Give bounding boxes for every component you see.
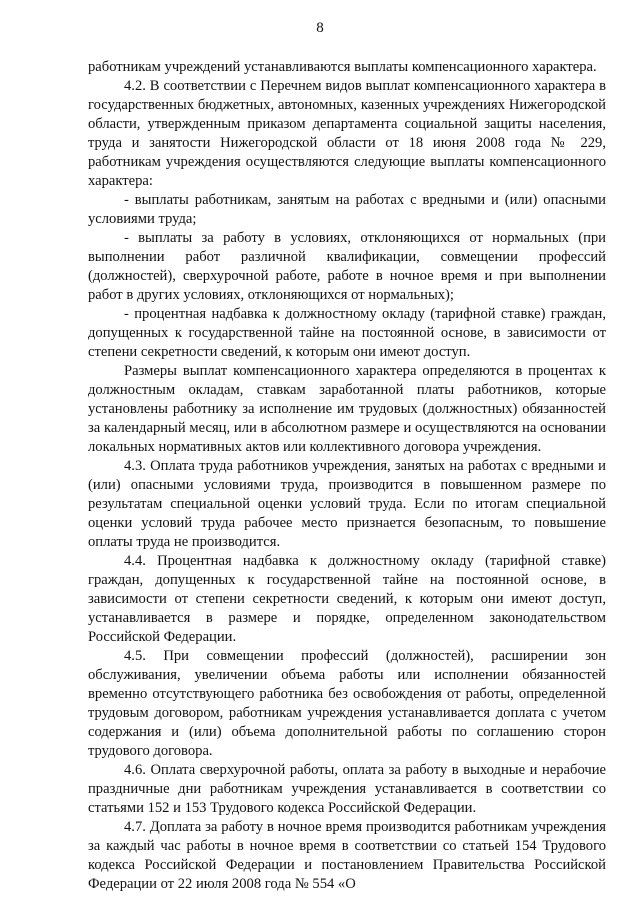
paragraph: 4.4. Процентная надбавка к должностному окладу (тарифной ставке) граждан, допущенных к государственной тайне на постоянной основе, в зависимости от степени секретности сведений, к которым они имеют доступ, устанавливается в размере и порядке, определенном законодательством Российской Федерации. <box>88 553 606 645</box>
page-number: 8 <box>316 20 324 36</box>
paragraph: 4.2. В соответствии с Перечнем видов выплат компенсационного характера в государственных бюджетных, автономных, казенных учреждениях Нижегородской области, утвержденным приказом департамента социальной защиты населения, труда и занятости Нижегородской области от 18 июня 2008 года № 229, работникам учреждения осуществляются следующие выплаты компенсационного характера: <box>88 78 606 189</box>
paragraph: - выплаты работникам, занятым на работах с вредными и (или) опасными условиями труда; <box>88 192 606 227</box>
paragraph: 4.6. Оплата сверхурочной работы, оплата за работу в выходные и нерабочие праздничные дни работникам учреждения устанавливается в соответствии со статьями 152 и 153 Трудового кодекса Российской Федерации. <box>88 762 606 816</box>
paragraph: 4.7. Доплата за работу в ночное время производится работникам учреждения за каждый час работы в ночное время в соответствии со статьей 154 Трудового кодекса Российской Федерации и постановлением Правительства Российской Федерации от 22 июля 2008 года № 554 «О <box>88 819 606 892</box>
paragraph: 4.3. Оплата труда работников учреждения, занятых на работах с вредными и (или) опасными условиями труда, производится в повышенном размере по результатам специальной оценки условий труда. Если по итогам специальной оценки условий труда рабочее место признается безопасным, то повышение оплаты труда не производится. <box>88 458 606 550</box>
document-body <box>88 58 606 894</box>
paragraph: - выплаты за работу в условиях, отклоняющихся от нормальных (при выполнении работ различной квалификации, совмещении профессий (должностей), сверхурочной работе, работе в ночное время и при выполнении работ в других условиях, отклоняющихся от нормальных); <box>88 230 606 303</box>
paragraph: - процентная надбавка к должностному окладу (тарифной ставке) граждан, допущенных к государственной тайне на постоянной основе, в зависимости от степени секретности сведений, к которым они имеют доступ. <box>88 306 606 360</box>
paragraph: работникам учреждений устанавливаются выплаты компенсационного характера. <box>88 59 597 75</box>
paragraph: Размеры выплат компенсационного характера определяются в процентах к должностным окладам, ставкам заработанной платы работников, которые установлены работнику за исполнение им трудовых (должностных) обязанностей за календарный месяц, или в абсолютном размере и осуществляются на основании локальных нормативных актов или коллективного договора учреждения. <box>88 363 606 455</box>
paragraph: 4.5. При совмещении профессий (должностей), расширении зон обслуживания, увеличении объема работы или исполнении обязанностей временно отсутствующего работника без освобождения от работы, определенной трудовым договором, работникам учреждения устанавливается доплата с учетом содержания и (или) объема дополнительной работы по соглашению сторон трудового договора. <box>88 648 606 759</box>
